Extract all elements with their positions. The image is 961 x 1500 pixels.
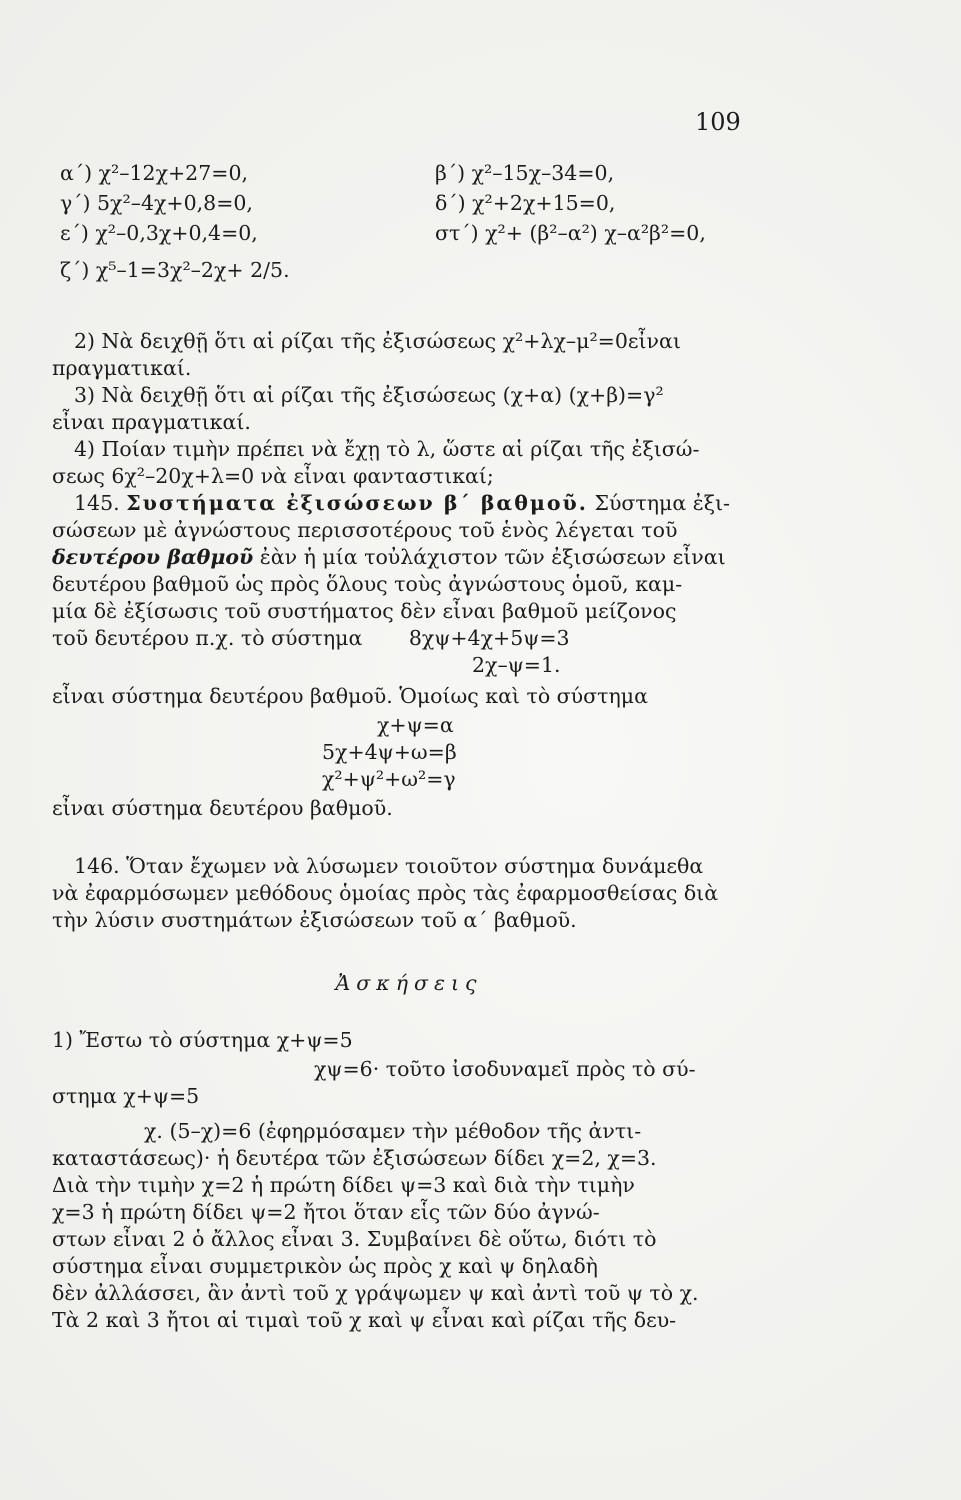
text-line: 4) Ποίαν τιμὴν πρέπει νὰ ἔχῃ τὸ λ, ὥστε αἱ ρίζαι τῆς ἐξισώ- bbox=[74, 437, 700, 461]
text-line: καταστάσεως)· ἡ δευτέρα τῶν ἐξισώσεων δίδει χ=2, χ=3. bbox=[52, 1146, 657, 1170]
equation-row bbox=[52, 248, 766, 292]
equation-row bbox=[52, 218, 766, 248]
text-line bbox=[52, 625, 766, 652]
equation-left: γ΄) 5χ²–4χ+0,8=0, bbox=[60, 191, 253, 215]
text-line: τὴν λύσιν συστημάτων ἐξισώσεων τοῦ α΄ βαθμοῦ. bbox=[52, 908, 577, 932]
text-line: σώσεων μὲ ἀγνώστους περισσοτέρους τοῦ ἑνὸς λέγεται τοῦ bbox=[52, 518, 678, 542]
exercises-heading: Ἀσκήσεις bbox=[335, 971, 483, 995]
equation-right: β΄) χ²–15χ–34=0, bbox=[435, 161, 615, 185]
text-line: σύστημα εἶναι συμμετρικὸν ὡς πρὸς χ καὶ ψ δηλαδὴ bbox=[52, 1254, 598, 1278]
system-equation: χ²+ψ²+ω²=γ bbox=[322, 767, 456, 791]
text-line: εἶναι πραγματικαί. bbox=[52, 410, 251, 434]
equation-left: ζ΄) χ⁵–1=3χ²–2χ+ 2/5. bbox=[60, 258, 290, 282]
text-line: νὰ ἐφαρμόσωμεν μεθόδους ὁμοίας πρὸς τὰς ἐφαρμοσθείσας διὰ bbox=[52, 881, 719, 905]
system-equation: 2χ–ψ=1. bbox=[472, 653, 561, 677]
exercise-equations bbox=[52, 158, 766, 292]
text-line: δὲν ἀλλάσσει, ἂν ἀντὶ τοῦ χ γράψωμεν ψ καὶ ἀντὶ τοῦ ψ τὸ χ. bbox=[52, 1281, 699, 1305]
text-line: 3) Νὰ δειχθῇ ὅτι αἱ ρίζαι τῆς ἐξισώσεως (χ+α) (χ+β)=γ² bbox=[74, 383, 664, 407]
text-line: πραγματικαί. bbox=[52, 356, 192, 380]
exercises-text bbox=[52, 1027, 766, 1334]
equation-row bbox=[52, 158, 766, 188]
system-equation: 5χ+4ψ+ω=β bbox=[322, 740, 457, 764]
text-line: χ. (5–χ)=6 (ἐφηρμόσαμεν τὴν μέθοδον τῆς ἀντι- bbox=[144, 1119, 642, 1143]
page-number: 109 bbox=[695, 108, 741, 136]
text-line: 1) Ἔστω τὸ σύστημα χ+ψ=5 bbox=[52, 1028, 353, 1052]
equation-left: α΄) χ²–12χ+27=0, bbox=[60, 161, 249, 185]
text-line: Τὰ 2 καὶ 3 ἤτοι αἱ τιμαὶ τοῦ χ καὶ ψ εἶναι καὶ ρίζαι τῆς δευ- bbox=[52, 1308, 677, 1332]
text-line: σεως 6χ²–20χ+λ=0 νὰ εἶναι φανταστικαί; bbox=[52, 464, 494, 488]
system-equation: 8χψ+4χ+5ψ=3 bbox=[408, 626, 570, 650]
text-line: δευτέρου βαθμοῦ ὡς πρὸς ὅλους τοὺς ἀγνώστους ὁμοῦ, καμ- bbox=[52, 572, 683, 596]
text-line: 146. Ὅταν ἔχωμεν νὰ λύσωμεν τοιοῦτον σύστημα δυνάμεθα bbox=[74, 854, 704, 878]
section-145 bbox=[52, 490, 766, 822]
text-line: στημα χ+ψ=5 bbox=[52, 1084, 200, 1108]
system-equation: χ+ψ=α bbox=[377, 713, 454, 737]
text-line: 2) Νὰ δειχθῇ ὅτι αἱ ρίζαι τῆς ἐξισώσεως χ²+λχ–μ²=0εἶναι bbox=[74, 329, 681, 353]
text-line: μία δὲ ἐξίσωσις τοῦ συστήματος δὲν εἶναι βαθμοῦ μείζονος bbox=[52, 599, 677, 623]
paragraph-exercises-2-4 bbox=[52, 328, 766, 490]
equation-right: στ΄) χ²+ (β²–α²) χ–α²β²=0, bbox=[435, 221, 706, 245]
section-146 bbox=[52, 853, 766, 934]
equation-left: ε΄) χ²–0,3χ+0,4=0, bbox=[60, 221, 258, 245]
section-text: ἐὰν ἡ μία τοὐλάχιστον τῶν ἐξισώσεων εἶναι bbox=[259, 545, 726, 569]
equation-row bbox=[52, 188, 766, 218]
equation-right: δ΄) χ²+2χ+15=0, bbox=[435, 191, 616, 215]
text-line bbox=[52, 544, 766, 571]
section-text: Σύστημα ἐξι- bbox=[594, 491, 730, 515]
text-line: χ=3 ἡ πρώτη δίδει ψ=2 ἤτοι ὅταν εἷς τῶν δύο ἀγνώ- bbox=[52, 1200, 600, 1224]
text-line: στων εἶναι 2 ὁ ἄλλος εἶναι 3. Συμβαίνει δὲ οὕτω, διότι τὸ bbox=[52, 1227, 657, 1251]
text-line: Διὰ τὴν τιμὴν χ=2 ἡ πρώτη δίδει ψ=3 καὶ διὰ τὴν τιμὴν bbox=[52, 1173, 635, 1197]
text-line: χψ=6· τοῦτο ἰσοδυναμεῖ πρὸς τὸ σύ- bbox=[314, 1057, 696, 1081]
emphasis-term: δευτέρου βαθμοῦ bbox=[52, 545, 254, 569]
text-line bbox=[52, 490, 766, 517]
section-number: 145. bbox=[74, 491, 120, 515]
section-title: Συστήματα ἐξισώσεων β΄ βαθμοῦ. bbox=[126, 491, 588, 515]
section-text: τοῦ δευτέρου π.χ. τὸ σύστημα bbox=[52, 626, 363, 650]
text-line: εἶναι σύστημα δευτέρου βαθμοῦ. bbox=[52, 796, 393, 820]
text-line: εἶναι σύστημα δευτέρου βαθμοῦ. Ὁμοίως καὶ τὸ σύστημα bbox=[52, 684, 648, 708]
